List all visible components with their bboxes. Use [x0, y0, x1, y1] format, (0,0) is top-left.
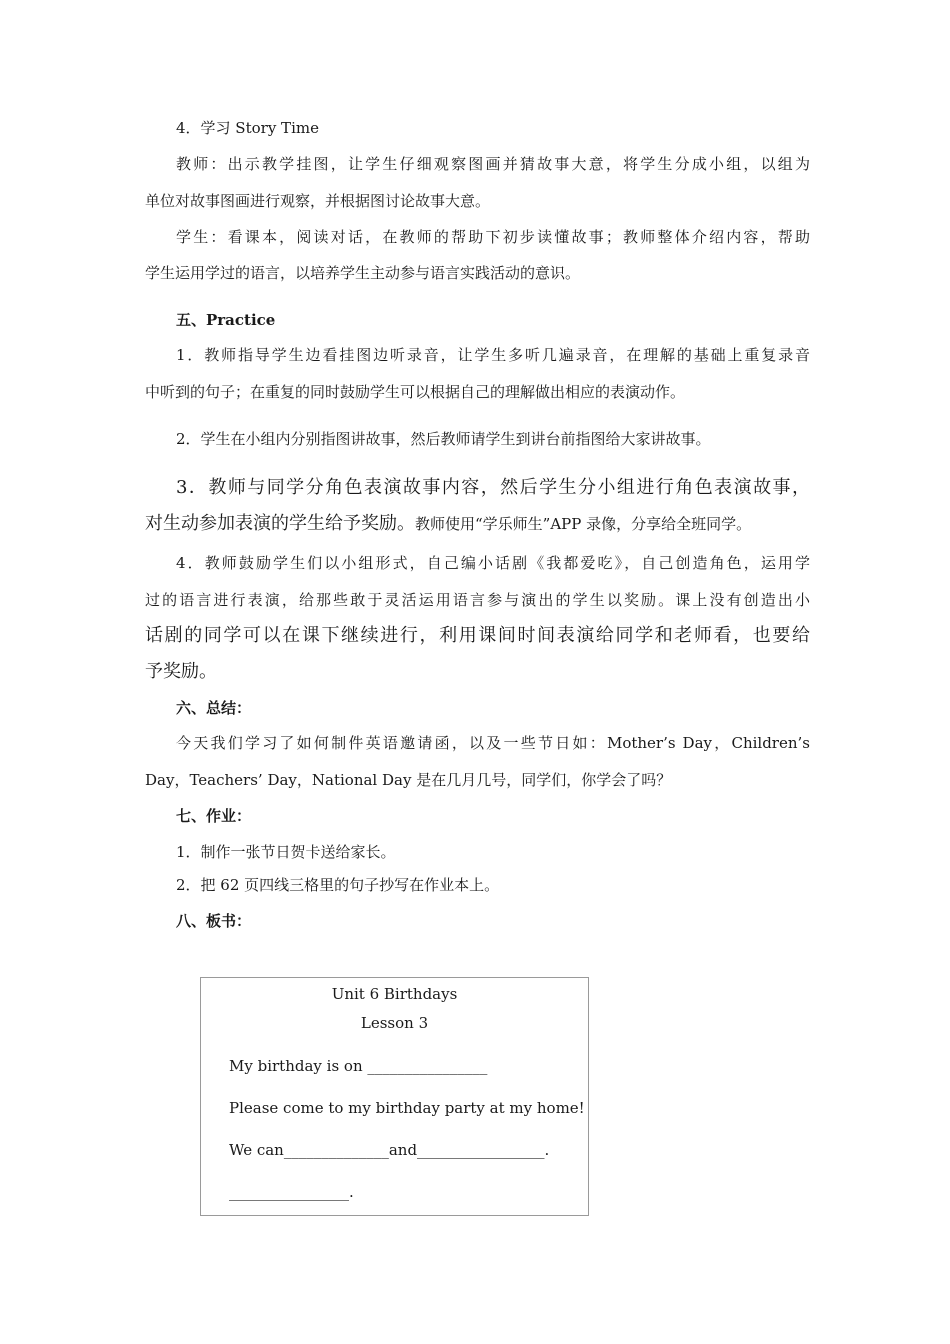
- board-line-1: My birthday is on ________________: [229, 1057, 488, 1075]
- board-line-2: Please come to my birthday party at my home!: [229, 1099, 585, 1117]
- practice-item-3-text-large: 对生动参加表演的学生给予奖励。: [145, 513, 415, 534]
- practice-item-1-line-1: 1．教师指导学生边看挂图边听录音，让学生多听几遍录音，在理解的基础上重复录音: [176, 346, 810, 364]
- practice-item-3-text-small: 教师使用“学乐师生”APP 录像，分享给全班同学。: [415, 515, 752, 533]
- homework-item-2: 2．把 62 页四线三格里的句子抄写在作业本上。: [176, 876, 500, 894]
- board-heading: 八、板书：: [176, 912, 252, 930]
- practice-item-2: 2．学生在小组内分别指图讲故事，然后教师请学生到讲台前指图给大家讲故事。: [176, 430, 711, 448]
- summary-heading: 六、总结：: [176, 699, 252, 717]
- story-time-heading: 4．学习 Story Time: [176, 119, 319, 137]
- student-paragraph-line-2: 学生运用学过的语言，以培养学生主动参与语言实践活动的意识。: [145, 264, 581, 282]
- board-line-3: We can______________and_________________.: [229, 1141, 550, 1159]
- board-unit-title: Unit 6 Birthdays: [331, 985, 458, 1003]
- homework-item-1: 1．制作一张节日贺卡送给家长。: [176, 843, 396, 861]
- practice-item-3-line-2: [145, 512, 810, 536]
- student-paragraph-line-1: 学生：看课本，阅读对话，在教师的帮助下初步读懂故事；教师整体介绍内容，帮助: [176, 228, 810, 246]
- practice-item-4-line-3: 话剧的同学可以在课下继续进行，利用课间时间表演给同学和老师看，也要给: [145, 625, 810, 646]
- blackboard-box: [200, 977, 589, 1216]
- practice-heading: 五、Practice: [176, 311, 276, 329]
- practice-item-4-line-2: 过的语言进行表演，给那些敢于灵活运用语言参与演出的学生以奖励。课上没有创造出小: [145, 591, 810, 609]
- board-line-4: ________________.: [229, 1183, 354, 1201]
- practice-item-4-line-4: 予奖励。: [145, 661, 217, 682]
- board-lesson: Lesson 3: [360, 1014, 429, 1032]
- summary-line-2: Day，Teachers’ Day，National Day 是在几月几号，同学们，你学会了吗？: [145, 771, 672, 789]
- homework-heading: 七、作业：: [176, 807, 252, 825]
- teacher-paragraph-line-1: 教师：出示教学挂图，让学生仔细观察图画并猜故事大意，将学生分成小组，以组为: [176, 155, 810, 173]
- practice-item-1-line-2: 中听到的句子；在重复的同时鼓励学生可以根据自己的理解做出相应的表演动作。: [145, 383, 686, 401]
- summary-line-1: 今天我们学习了如何制件英语邀请函，以及一些节日如：Mother’s Day，Children’s: [176, 734, 810, 752]
- teacher-paragraph-line-2: 单位对故事图画进行观察，并根据图讨论故事大意。: [145, 192, 491, 210]
- practice-item-4-line-1: 4．教师鼓励学生们以小组形式，自己编小话剧《我都爱吃》，自己创造角色，运用学: [176, 554, 810, 572]
- practice-item-3-line-1: 3．教师与同学分角色表演故事内容，然后学生分小组进行角色表演故事，: [176, 477, 810, 498]
